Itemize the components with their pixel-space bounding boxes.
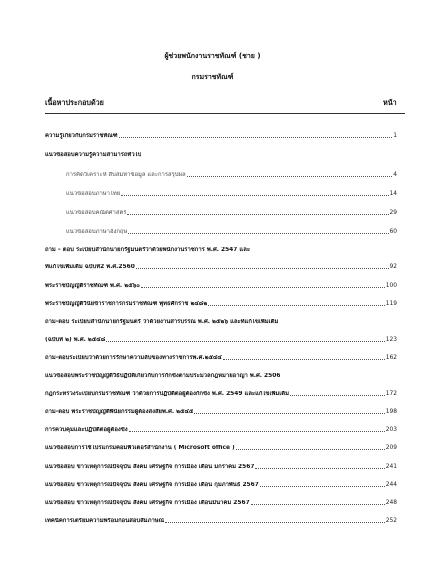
- toc-entry-page: 60: [389, 229, 397, 235]
- toc-entry-page: 119: [385, 301, 397, 307]
- dot-leader: [127, 214, 388, 215]
- toc-subentry: [66, 189, 397, 198]
- toc-entry-text: แนวข้อสอบ ข่าวเหตุการณ์ปัจจุบัน สังคม เศรษฐกิจ การเมือง เดือน กุมภาพันธ์ 2567: [45, 482, 259, 488]
- toc-entry: [45, 353, 397, 362]
- toc-entry-text: ถาม-ตอบระเบียบว่าด้วยการรักษาความลับของทางราชการพ.ศ.๒๕๔๔: [45, 355, 222, 361]
- toc-entry-page: 14: [389, 191, 397, 197]
- dot-leader: [260, 486, 385, 487]
- toc-entry: [45, 443, 397, 452]
- page-column-heading: หน้า: [383, 98, 397, 107]
- toc-entry-line: [45, 245, 397, 254]
- toc-entry-page: 241: [385, 464, 397, 470]
- toc-entry-page: 29: [389, 210, 397, 216]
- dot-leader: [194, 413, 384, 414]
- document-subtitle: กรมราชทัณฑ์: [191, 73, 234, 81]
- toc-entry-page: 100: [385, 283, 397, 289]
- toc-entry-text: แนวข้อสอบ ข่าวเหตุการณ์ปัจจุบัน สังคม เศรษฐกิจ การเมือง เดือนมีนาคม 2567: [45, 500, 250, 506]
- dot-leader: [106, 341, 385, 342]
- toc-entry: [45, 480, 397, 489]
- toc-entry: [45, 462, 397, 471]
- toc-entry-text: แนวข้อสอบภาษาไทย: [66, 191, 121, 197]
- toc-entry: [45, 425, 397, 434]
- toc-entry-text: ถาม-ตอบ ระเบียบสำนักนายกรัฐมนตรี ว่าด้วยงานสารบรรณ พ.ศ. ๒๕๒๖ และที่แก้ไขเพิ่มเติม: [45, 319, 279, 325]
- toc-subentry: [66, 208, 397, 217]
- document-title: ผู้ช่วยพนักงานราชทัณฑ์ (ชาย ): [164, 52, 261, 60]
- toc-entry-page: 248: [385, 500, 397, 506]
- toc-entry-text: แนวข้อสอบพระราชบัญญัติวิธีปฏิบัติเกี่ยวกับการกักขังตามประมวลกฎหมายอาญา พ.ศ. 2506: [45, 373, 281, 379]
- dot-leader: [165, 522, 385, 523]
- toc-entry: [45, 262, 397, 271]
- toc-entry-page: 1: [393, 133, 397, 139]
- toc-entry: [45, 281, 397, 290]
- toc-entry-page: 252: [385, 518, 397, 524]
- dot-leader: [121, 195, 388, 196]
- dot-leader: [136, 268, 389, 269]
- toc-entry-page: 198: [385, 409, 397, 415]
- dot-leader: [128, 233, 388, 234]
- dot-leader: [223, 359, 385, 360]
- toc-entry-text: แนวข้อสอบคณิตศาสตร์: [66, 210, 127, 216]
- dot-leader: [208, 305, 385, 306]
- toc-entry-text: ถาม-ตอบ พระราชบัญญัติพินัยกรรมผู้ต้องสงสัยพ.ศ. ๒๕๔๕: [45, 409, 194, 415]
- toc-subentry: [66, 170, 397, 179]
- dot-leader: [187, 176, 393, 177]
- toc-entry: [45, 516, 397, 525]
- toc-entry-line: [45, 371, 397, 380]
- toc-entry-line: [45, 317, 397, 326]
- dot-leader: [236, 449, 385, 450]
- toc-entry: [45, 299, 397, 308]
- toc-entry-page: 162: [385, 355, 397, 361]
- toc-entry: [45, 335, 397, 344]
- toc-entry-page: 4: [393, 172, 397, 178]
- toc-entry: [45, 498, 397, 507]
- toc-entry-text: พระราชบัญญัติราชทัณฑ์ พ.ศ. ๒๕๖๐: [45, 283, 140, 289]
- toc-entry-text: การคิดวิเคราะห์ สืบสมหาข้อมูล และการสรุปผล: [66, 172, 186, 178]
- toc-entry-text: แนวข้อสอบภาษาอังกฤษ: [66, 229, 128, 235]
- toc-entry-text: แนวข้อสอบ ข่าวเหตุการณ์ปัจจุบัน สังคม เศรษฐกิจ การเมือง เดือน มกราคม 2567: [45, 464, 255, 470]
- dot-leader: [119, 137, 393, 138]
- toc-entry-text: พระราชบัญญัติวินัยข้าราชการกรมราชทัณฑ์ พุทธศักราช ๒๔๘๒: [45, 301, 208, 307]
- dot-leader: [129, 431, 385, 432]
- toc-entry-page: 203: [385, 427, 397, 433]
- dot-leader: [141, 287, 385, 288]
- dot-leader: [255, 468, 384, 469]
- toc-entry-text: แนวข้อสอบความรู้ความสามารถทั่วไป: [45, 152, 142, 158]
- toc-entry-page: 123: [385, 337, 397, 343]
- toc-entry: [45, 407, 397, 416]
- toc-entry-text: เทคนิคการเตรียมความพร้อมก่อนสอบสัมภาษณ์: [45, 518, 165, 524]
- toc-entry-page: 172: [385, 391, 397, 397]
- dot-leader: [290, 395, 385, 396]
- toc-entry-text: ที่แก้ไขเพิ่มเติม ฉบับที่2 พ.ศ.2560: [45, 264, 135, 270]
- toc-subentry: [66, 227, 397, 236]
- toc-entry-text: (ฉบับที่ ๒) พ.ศ. ๒๕๔๘: [45, 337, 106, 343]
- toc-entry: [45, 131, 397, 140]
- heading-divider: [45, 113, 405, 114]
- toc-entry-text: ถาม – ตอบ ระเบียบสำนักนายกรัฐมนตรีว่าด้วยพนักงานราชการ พ.ศ. 2547 และ: [45, 247, 251, 253]
- toc-entry-page: 92: [389, 264, 397, 270]
- toc-entry-text: กฎกระทรวงระเบียบกรมราชทัณฑ์ ว่าด้วยการปฏิบัติต่อผู้ต้องกักขัง พ.ศ. 2549 และแก้ไขเพิ่มเติม: [45, 391, 289, 397]
- toc-entry-text: ความรู้เกี่ยวกับกรมราชทัณฑ์: [45, 133, 118, 139]
- toc-section-heading: [45, 150, 397, 159]
- toc-heading: เนื้อหาประกอบด้วย: [45, 98, 104, 107]
- toc-entry-page: 209: [385, 445, 397, 451]
- toc-entry-text: การควบคุมและปฏิบัติต่อผู้ต้องขัง: [45, 427, 128, 433]
- toc-entry-page: 244: [385, 482, 397, 488]
- toc-entry: [45, 389, 397, 398]
- dot-leader: [251, 504, 385, 505]
- toc-entry-text: แนวข้อสอบการใช้โปรแกรมคอมพิวเตอร์สำนักงาน ( Microsoft office ): [45, 445, 235, 451]
